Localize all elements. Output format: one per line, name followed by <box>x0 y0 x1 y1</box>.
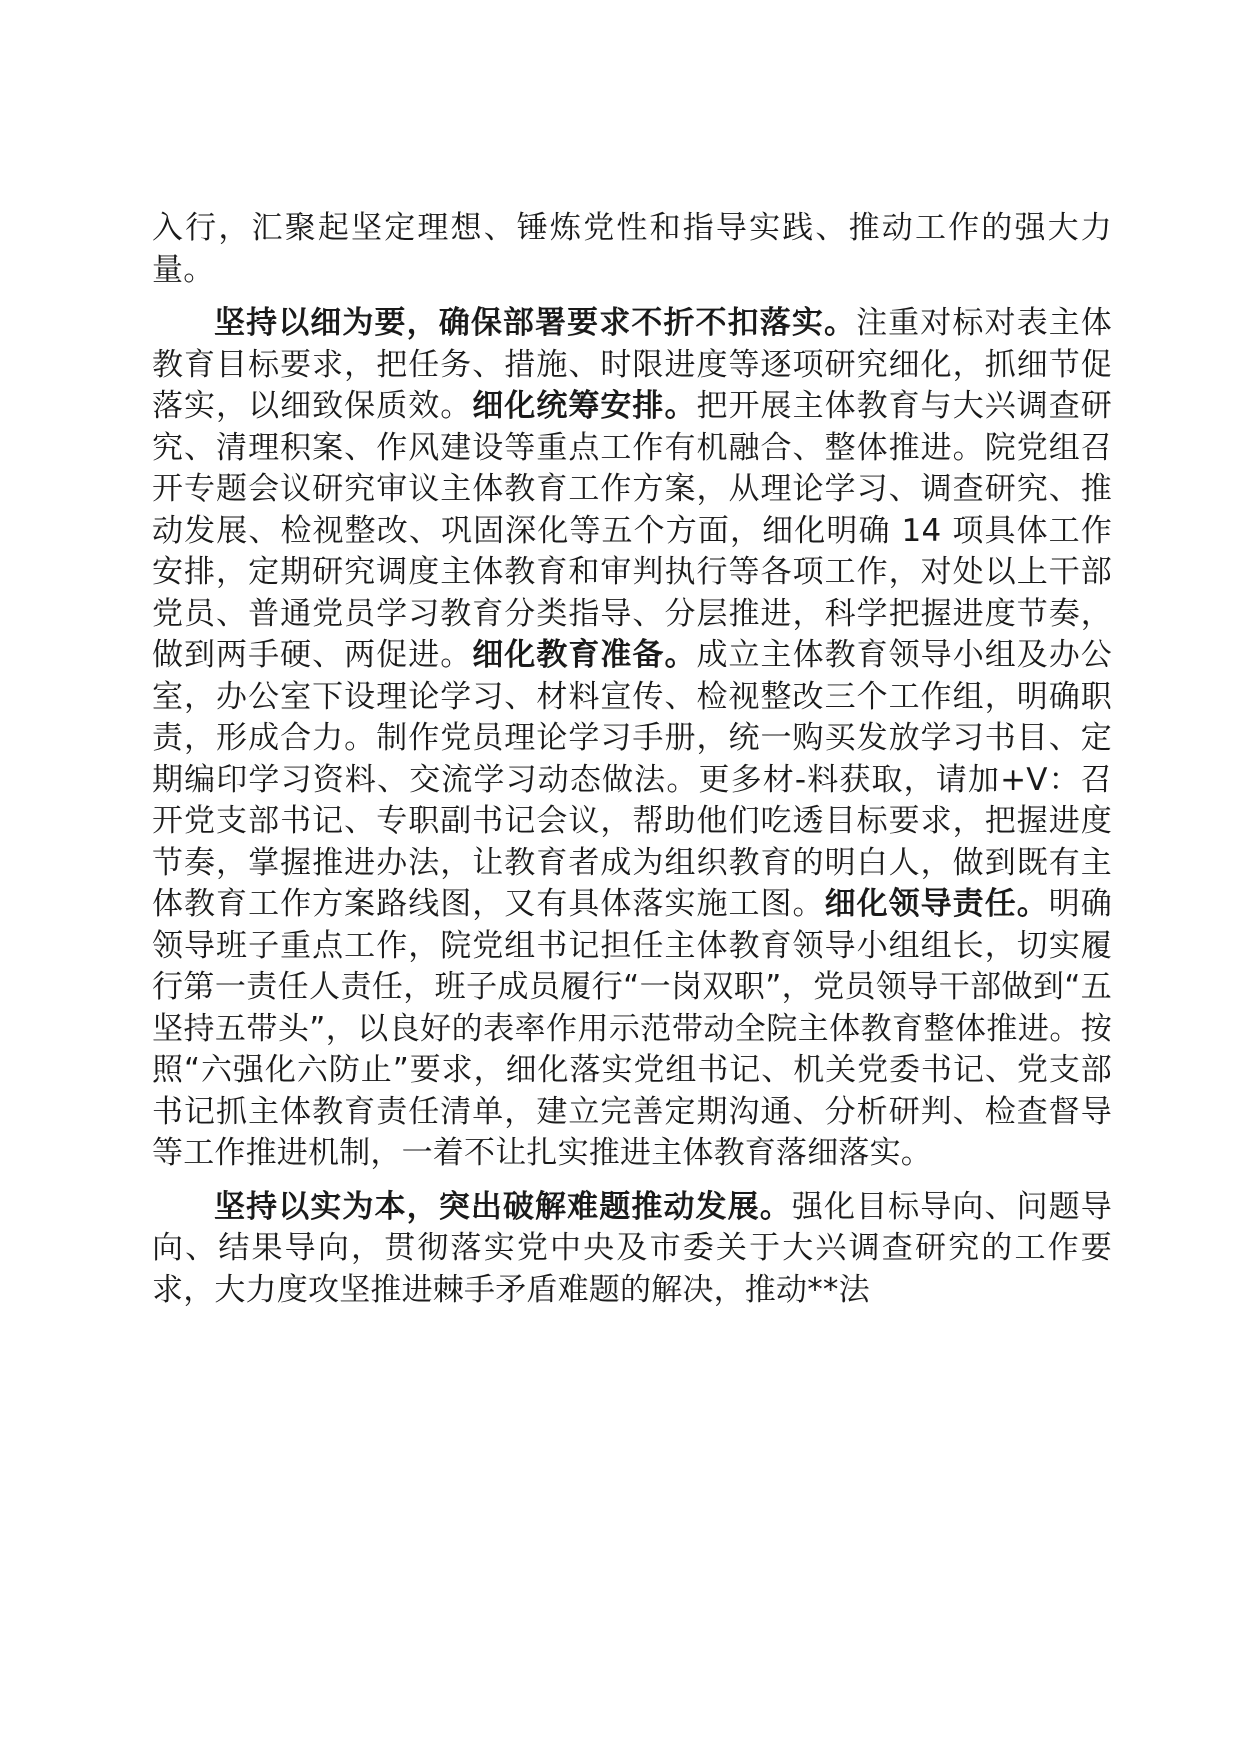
section-heading: 坚持以细为要，确保部署要求不折不扣落实。 <box>214 305 857 341</box>
section-heading: 坚持以实为本，突出破解难题推动发展。 <box>214 1188 792 1225</box>
paragraph-text: 明确领导班子重点工作，院党组书记担任主体教育领导小组组长，切实履行第一责任人责任，班子成员履行“一岗双职”，党员领导干部做到“五坚持五带头”，以良好的表率作用示范带动全院主体教育整体推进。按照“六强化六防止”要求，细化落实党组书记、机关党委书记、党支部书记抓主体教育责任清单，建立完善定期沟通、分析研判、检查督导等工作推进机制，一着不让扎实推进主体教育落细落实。 <box>152 886 1113 1171</box>
paragraph-text: 把开展主体教育与大兴调查研究、清理积案、作风建设等重点工作有机融合、整体推进。院党组召开专题会议研究审议主体教育工作方案，从理论学习、调查研究、推动发展、检视整改、巩固深化等五个方面，细化明确 14 项具体工作安排，定期研究调度主体教育和审判执行等各项工作，对处以上干部党员、普通党员学习教育分类指导、分层推进，科学把握进度节奏，做到两手硬、两促进。 <box>152 388 1113 673</box>
paragraph-text: 入行，汇聚起坚定理想、锤炼党性和指导实践、推动工作的强大力量。 <box>152 210 1112 288</box>
paragraph <box>152 1187 1112 1312</box>
document-body <box>152 208 1112 1323</box>
paragraph-text: 成立主体教育领导小组及办公室，办公室下设理论学习、材料宣传、检视整改三个工作组，明确职责，形成合力。制作党员理论学习手册，统一购买发放学习书目、定期编印学习资料、交流学习动态做法。更多材-料获取，请加+V：召开党支部书记、专职副书记会议，帮助他们吃透目标要求，把握进度节奏，掌握推进办法，让教育者成为组织教育的明白人，做到既有主体教育工作方案路线图，又有具体落实施工图。 <box>152 637 1113 922</box>
paragraph-text: 强化目标导向、问题导向、结果导向，贯彻落实党中央及市委关于大兴调查研究的工作要求，大力度攻坚推进棘手矛盾难题的解决，推动**法 <box>152 1188 1112 1308</box>
paragraph <box>152 208 1112 291</box>
subsection-heading: 细化统筹安排。 <box>472 388 697 424</box>
subsection-heading: 细化教育准备。 <box>472 637 697 673</box>
subsection-heading: 细化领导责任。 <box>824 886 1049 922</box>
paragraph <box>152 303 1112 1175</box>
paragraph-text: 注重对标对表主体教育目标要求，把任务、措施、时限进度等逐项研究细化，抓细节促落实，以细致保质效。 <box>152 305 1113 424</box>
